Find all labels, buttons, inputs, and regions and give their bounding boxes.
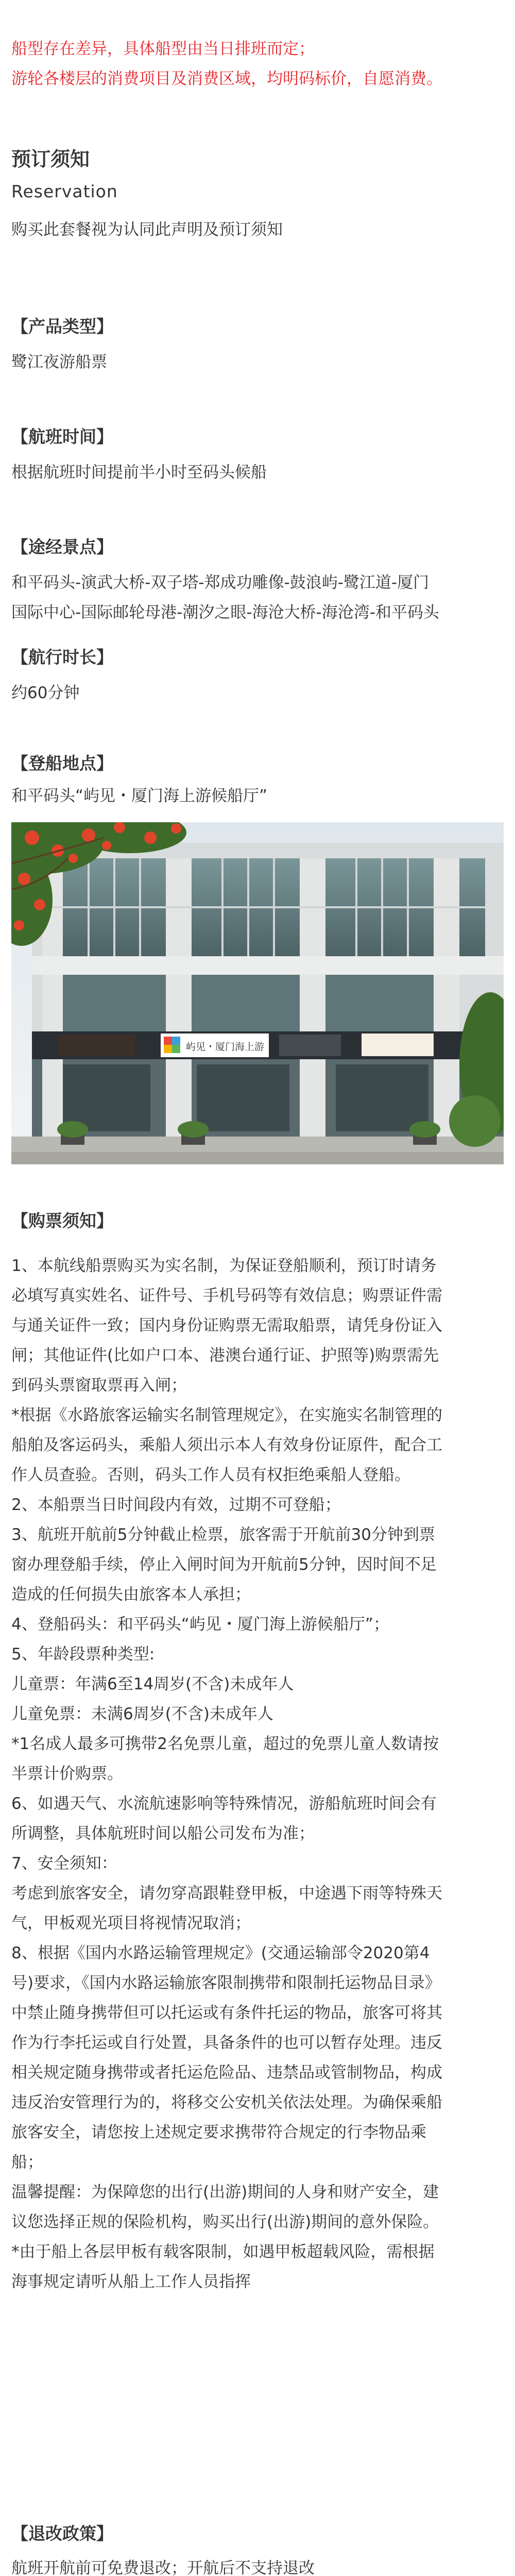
purchase-line: *由于船上各层甲板有载客限制，如遇甲板超载风险，需根据 <box>11 2243 435 2261</box>
purchase-line: 儿童免票：未满6周岁(不含)未成年人 <box>11 1705 273 1723</box>
purchase-line: 闸；其他证件(比如户口本、港澳台通行证、护照等)购票需先 <box>11 1346 439 1365</box>
section-body-purchase <box>11 1251 504 2297</box>
section-title-product-type: 【产品类型】 <box>11 316 113 336</box>
purchase-line: 造成的任何损失由旅客本人承担； <box>11 1585 251 1604</box>
purchase-line: 船舶及客运码头，乘船人须出示本人有效身份证原件，配合工 <box>11 1436 442 1454</box>
purchase-line: 作人员查验。否则，码头工作人员有权拒绝乘船人登船。 <box>11 1466 410 1484</box>
purchase-line: 议您选择正规的保险机构，购买出行(出游)期间的意外保险。 <box>11 2213 439 2231</box>
page-description: 购买此套餐视为认同此声明及预订须知 <box>11 221 283 239</box>
section-title-purchase: 【购票须知】 <box>11 1211 113 1231</box>
page-subtitle: Reservation <box>11 181 118 201</box>
purchase-line: 中禁止随身携带但可以托运或有条件托运的物品，旅客可将其 <box>11 2004 442 2022</box>
section-title-refund: 【退改政策】 <box>11 2523 113 2544</box>
section-body-duration <box>11 678 504 708</box>
purchase-line: 旅客安全，请您按上述规定要求携带符合规定的行李物品乘 <box>11 2123 426 2142</box>
section-line: 国际中心-国际邮轮母港-潮汐之眼-海沧大桥-海沧湾-和平码头 <box>11 603 439 622</box>
purchase-line: 船； <box>11 2153 43 2172</box>
section-title-duration: 【航行时长】 <box>11 647 113 667</box>
purchase-line: 1、本航线船票购买为实名制，为保证登船顺利，预订时请务 <box>11 1257 437 1275</box>
purchase-line: 违反治安管理行为的，将移交公安机关依法处理。为确保乘船 <box>11 2093 442 2112</box>
purchase-line: 2、本船票当日时间段内有效，过期不可登船； <box>11 1496 341 1514</box>
sign-center: 屿见・厦门海上游 <box>185 1041 265 1053</box>
purchase-line: 窗办理登船手续，停止入闸时间为开航前5分钟，因时间不足 <box>11 1555 437 1574</box>
purchase-line: 儿童票：年满6至14周岁(不含)未成年人 <box>11 1675 294 1693</box>
purchase-line: 3、航班开航前5分钟截止检票，旅客需于开航前30分钟到票 <box>11 1526 435 1544</box>
purchase-line: *根据《水路旅客运输实名制管理规定》，在实施实名制管理的 <box>11 1406 442 1425</box>
section-line: 航班开航前可免费退改；开航后不支持退改 <box>11 2559 315 2576</box>
section-title-schedule: 【航班时间】 <box>11 427 113 447</box>
purchase-line: 海事规定请听从船上工作人员指挥 <box>11 2273 251 2291</box>
purchase-line: 必填写真实姓名、证件号、手机号码等有效信息；购票证件需 <box>11 1286 442 1305</box>
purchase-line: 作为行李托运或自行处置，具备条件的也可以暂存处理。违反 <box>11 2033 442 2052</box>
purchase-line: 气，甲板观光项目将视情况取消； <box>11 1914 251 1933</box>
purchase-line: 4、登船码头：和平码头“屿见・厦门海上游候船厅”； <box>11 1615 389 1634</box>
section-body-schedule <box>11 457 504 487</box>
purchase-line: 8、根据《国内水路运输管理规定》(交通运输部令2020第4 <box>11 1944 430 1962</box>
notice-line: 船型存在差异，具体船型由当日排班而定； <box>11 40 315 58</box>
section-title-route: 【途经景点】 <box>11 537 113 557</box>
purchase-line: 到码头票窗取票再入闸； <box>11 1376 187 1395</box>
purchase-line: 相关规定随身携带或者托运危险品、违禁品或管制物品，构成 <box>11 2063 442 2082</box>
page-title: 预订须知 <box>11 148 90 171</box>
section-body-boarding <box>11 781 504 811</box>
purchase-line: 6、如遇天气、水流航速影响等特殊情况，游船航班时间会有 <box>11 1794 437 1813</box>
purchase-line: 号)要求，《国内水路运输旅客限制携带和限制托运物品目录》 <box>11 1974 441 1992</box>
terminal-photo <box>11 822 504 1164</box>
section-line: 和平码头“屿见・厦门海上游候船厅” <box>11 787 268 805</box>
purchase-line: 温馨提醒：为保障您的出行(出游)期间的人身和财产安全，建 <box>11 2183 439 2201</box>
section-body-refund <box>11 2553 504 2576</box>
purchase-line: 半票计价购票。 <box>11 1765 123 1783</box>
purchase-line: 所调整，具体航班时间以船公司发布为准； <box>11 1824 315 1843</box>
section-body-product-type <box>11 347 504 377</box>
notice-line: 游轮各楼层的消费项目及消费区域，均明码标价，自愿消费。 <box>11 70 442 88</box>
purchase-line: 7、安全须知： <box>11 1854 117 1873</box>
section-title-boarding: 【登船地点】 <box>11 753 113 773</box>
purchase-line: 5、年龄段票种类型: <box>11 1645 155 1664</box>
notice-text <box>11 34 504 94</box>
section-line: 和平码头-演武大桥-双子塔-郑成功雕像-鼓浪屿-鹭江道-厦门 <box>11 573 430 592</box>
section-line: 鹭江夜游船票 <box>11 353 107 371</box>
purchase-line: 与通关证件一致；国内身份证购票无需取船票，请凭身份证入 <box>11 1316 442 1335</box>
section-line: 约60分钟 <box>11 684 80 702</box>
purchase-line: *1名成人最多可携带2名免票儿童，超过的免票儿童人数请按 <box>11 1735 439 1753</box>
purchase-line: 考虑到旅客安全，请勿穿高跟鞋登甲板，中途遇下雨等特殊天 <box>11 1884 442 1903</box>
section-line: 根据航班时间提前半小时至码头候船 <box>11 463 267 482</box>
section-body-route <box>11 568 504 628</box>
